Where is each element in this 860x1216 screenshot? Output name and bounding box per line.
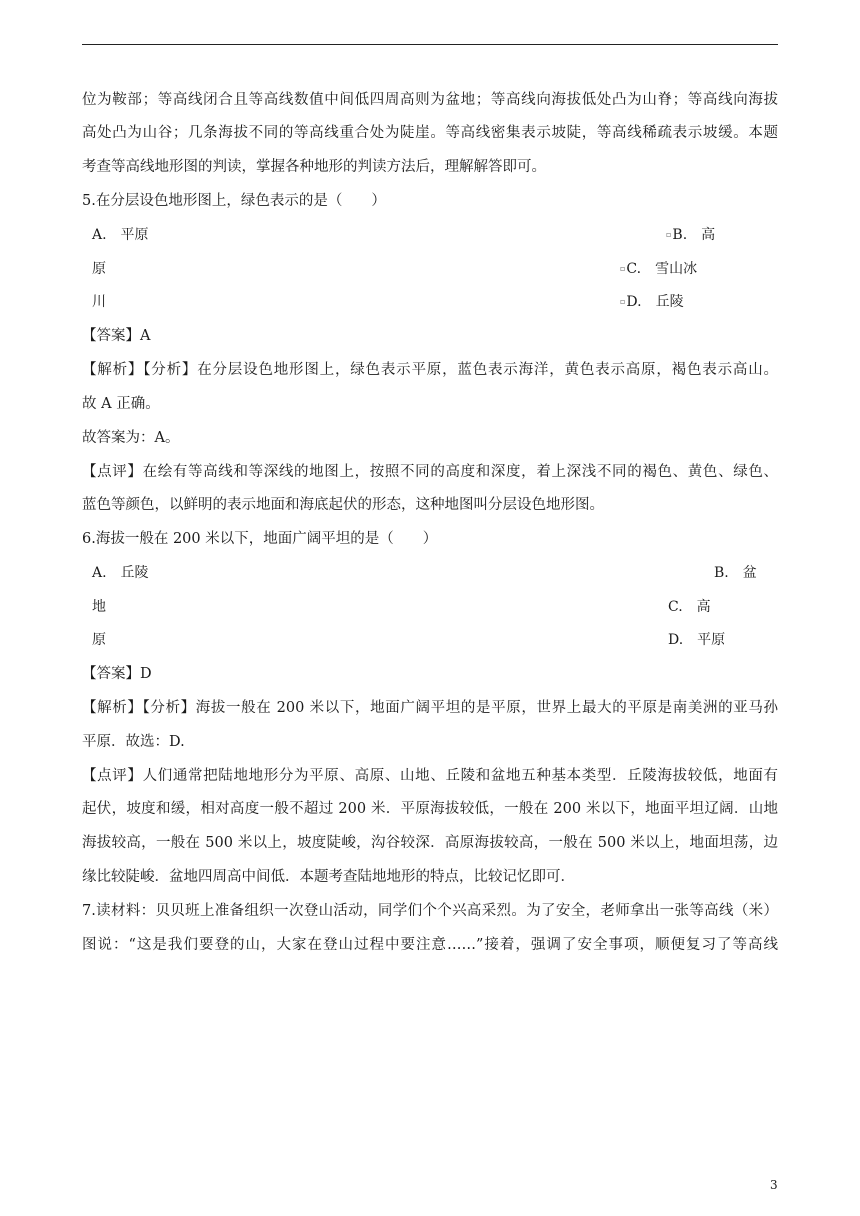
q6-comment-line-2: 起伏，坡度和缓，相对高度一般不超过 200 米．平原海拔较低，一般在 200 米以下，地面平坦辽阔．山地 bbox=[82, 801, 778, 817]
prev-analysis-line-3: 考查等高线地形图的判读，掌握各种地形的判读方法后，理解解答即可。 bbox=[82, 159, 546, 175]
q5-option-b-text: B. 高 bbox=[672, 227, 716, 243]
q5-analysis-line-3: 故答案为：A。 bbox=[82, 430, 180, 446]
q6-comment-line-1: 【点评】人们通常把陆地地形分为平原、高原、山地、丘陵和盆地五种基本类型．丘陵海拔较低，地面有 bbox=[82, 768, 778, 784]
q6-analysis-line-1: 【解析】【分析】海拔一般在 200 米以下，地面广阔平坦的是平原，世界上最大的平原是南美洲的亚马孙 bbox=[82, 700, 778, 716]
option-marker-icon: ▫ bbox=[620, 264, 626, 273]
q5-option-c bbox=[620, 259, 697, 279]
header-rule bbox=[82, 44, 778, 45]
q5-answer: 【答案】A bbox=[82, 328, 151, 344]
prev-analysis-line-2: 高处凸为山谷；几条海拔不同的等高线重合处为陡崖。等高线密集表示坡陡，等高线稀疏表示坡缓。本题 bbox=[82, 125, 778, 141]
q5-analysis-line-1: 【解析】【分析】在分层设色地形图上，绿色表示平原，蓝色表示海洋，黄色表示高原，褐色表示高山。 bbox=[82, 362, 778, 378]
q5-option-b-wrap: 原 bbox=[92, 261, 106, 277]
q6-comment-line-3: 海拔较高，一般在 500 米以上，坡度陡峻，沟谷较深．高原海拔较高，一般在 500 米以上，地面坦荡，边 bbox=[82, 835, 778, 851]
q5-stem: 5.在分层设色地形图上，绿色表示的是（ ） bbox=[82, 193, 386, 209]
q5-comment-line-1: 【点评】在绘有等高线和等深线的地图上，按照不同的高度和深度，着上深浅不同的褐色、黄色、绿色、 bbox=[82, 464, 778, 480]
q7-material-line-2: 图说：“这是我们要登的山，大家在登山过程中要注意……”接着，强调了安全事项，顺便复习了等高线 bbox=[82, 937, 778, 953]
q5-option-d bbox=[620, 292, 684, 312]
q6-analysis-line-2: 平原．故选：D. bbox=[82, 734, 185, 750]
option-marker-icon: ▫ bbox=[666, 230, 672, 239]
q6-option-c-wrap: 原 bbox=[92, 632, 106, 648]
q6-comment-line-4: 缘比较陡峻．盆地四周高中间低．本题考查陆地地形的特点，比较记忆即可． bbox=[82, 869, 575, 885]
q6-option-d: D. 平原 bbox=[668, 632, 726, 648]
q6-option-b-wrap: 地 bbox=[92, 599, 106, 615]
page-number: 3 bbox=[770, 1178, 778, 1192]
q6-option-c: C. 高 bbox=[668, 599, 711, 615]
q5-analysis-line-2: 故 A 正确。 bbox=[82, 396, 160, 412]
q5-option-b bbox=[666, 225, 715, 245]
q5-option-c-wrap: 川 bbox=[92, 294, 106, 310]
q5-option-a: A. 平原 bbox=[92, 227, 149, 243]
q5-option-c-text: C. 雪山冰 bbox=[626, 261, 698, 277]
q6-stem: 6.海拔一般在 200 米以下，地面广阔平坦的是（ ） bbox=[82, 531, 438, 547]
q5-option-d-text: D. 丘陵 bbox=[626, 294, 684, 310]
q6-answer: 【答案】D bbox=[82, 666, 152, 682]
q6-option-b: B. 盆 bbox=[714, 565, 757, 581]
q5-comment-line-2: 蓝色等颜色，以鲜明的表示地面和海底起伏的形态，这种地图叫分层设色地形图。 bbox=[82, 497, 604, 513]
q7-material-line-1: 7.读材料：贝贝班上准备组织一次登山活动，同学们个个兴高采烈。为了安全，老师拿出一张等高线（米） bbox=[82, 903, 778, 919]
option-marker-icon: ▫ bbox=[620, 297, 626, 306]
q6-option-a: A. 丘陵 bbox=[92, 565, 149, 581]
prev-analysis-line-1: 位为鞍部；等高线闭合且等高线数值中间低四周高则为盆地；等高线向海拔低处凸为山脊；等高线向海拔 bbox=[82, 92, 778, 108]
